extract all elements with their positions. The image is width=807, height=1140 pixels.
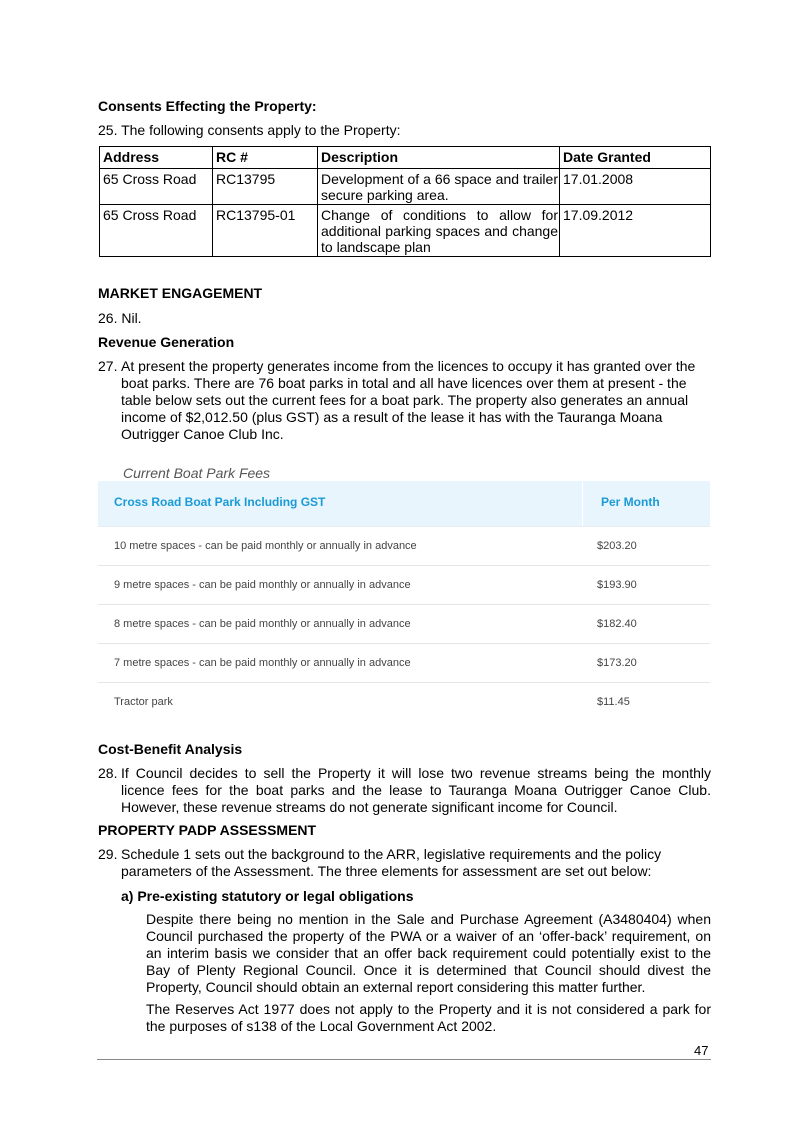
table-row (100, 205, 711, 257)
fee-price: $173.20 (597, 657, 637, 669)
fee-price: $193.90 (597, 579, 637, 591)
table-row (100, 169, 711, 205)
item-26: 26. Nil. (98, 310, 142, 326)
item-29-number: 29. (98, 846, 118, 862)
revenue-generation-heading: Revenue Generation (98, 334, 235, 350)
cell-description: Development of a 66 space and trailer secure parking area. (318, 169, 560, 205)
cell-rc: RC13795 (213, 169, 318, 205)
column-header-description: Description (318, 147, 560, 169)
cell-address: 65 Cross Road (100, 169, 213, 205)
item-28-text: If Council decides to sell the Property it will lose two revenue streams being the monthly licence fees for the boat parks and the lease to Tauranga Moana Outrigger Canoe Club. However, these revenue streams do not generate significant income for Council. (121, 765, 711, 815)
padp-assessment-heading: PROPERTY PADP ASSESSMENT (98, 822, 317, 838)
footer-divider (97, 1059, 711, 1060)
fee-price: $203.20 (597, 540, 637, 552)
fee-price: $182.40 (597, 618, 637, 630)
table-row (98, 644, 710, 683)
fees-header-item: Cross Road Boat Park Including GST (114, 495, 326, 509)
paragraph-reserves-act: The Reserves Act 1977 does not apply to the Property and it is not considered a park for the purposes of s138 of the Local Government Act 2002. (146, 1001, 711, 1034)
cell-address: 65 Cross Road (100, 205, 213, 257)
column-header-date-granted: Date Granted (560, 147, 711, 169)
fee-price: $11.45 (597, 696, 630, 708)
boat-park-fees-table (98, 481, 710, 721)
column-header-address: Address (100, 147, 213, 169)
fees-header-divider (582, 481, 583, 526)
cell-description: Change of conditions to allow for additional parking spaces and change to landscape plan (318, 205, 560, 257)
table-row (98, 566, 710, 605)
item-27-text: At present the property generates income from the licences to occupy it has granted over the boat parks. There are 76 boat parks in total and all have licences over them at present - the table below sets out the current fees for a boat park. The property also generates an annual income of $2,012.50 (plus GST) as a result of the lease it has with the Tauranga Moana Outrigger Canoe Club Inc. (121, 358, 696, 442)
fees-title: Current Boat Park Fees (123, 465, 271, 481)
cell-date: 17.01.2008 (560, 169, 711, 205)
cell-date: 17.09.2012 (560, 205, 711, 257)
page-number: 47 (694, 1043, 709, 1058)
fees-header-price: Per Month (601, 495, 660, 509)
subheading-a: a) Pre-existing statutory or legal obligations (121, 888, 414, 904)
consents-table (99, 146, 711, 257)
fee-item: 9 metre spaces - can be paid monthly or annually in advance (114, 579, 411, 591)
fee-item: 8 metre spaces - can be paid monthly or annually in advance (114, 618, 411, 630)
table-row (98, 605, 710, 644)
item-28-number: 28. (98, 765, 118, 781)
consents-header-row (100, 147, 711, 169)
consents-intro: 25. The following consents apply to the Property: (98, 122, 401, 138)
paragraph-offer-back: Despite there being no mention in the Sale and Purchase Agreement (A3480404) when Council purchased the property of the PWA or a waiver of an ‘offer-back’ requirement, on an interim basis we consider that an offer back requirement could potentially exist to the Bay of Plenty Regional Council. Once it is determined that Council should divest the Property, Council should obtain an external report considering this matter further. (146, 911, 711, 995)
table-row (98, 527, 710, 566)
fee-item: 7 metre spaces - can be paid monthly or annually in advance (114, 657, 411, 669)
market-engagement-heading: MARKET ENGAGEMENT (98, 285, 263, 301)
table-row (98, 683, 710, 721)
fee-item: 10 metre spaces - can be paid monthly or annually in advance (114, 540, 417, 552)
fee-item: Tractor park (114, 696, 173, 708)
cost-benefit-heading: Cost-Benefit Analysis (98, 741, 243, 757)
consents-heading: Consents Effecting the Property: (98, 98, 317, 114)
item-29-text: Schedule 1 sets out the background to the ARR, legislative requirements and the policy parameters of the Assessment. The three elements for assessment are set out below: (121, 846, 662, 879)
column-header-rc: RC # (213, 147, 318, 169)
cell-rc: RC13795-01 (213, 205, 318, 257)
item-27-number: 27. (98, 358, 118, 374)
fees-header-row (98, 481, 710, 527)
